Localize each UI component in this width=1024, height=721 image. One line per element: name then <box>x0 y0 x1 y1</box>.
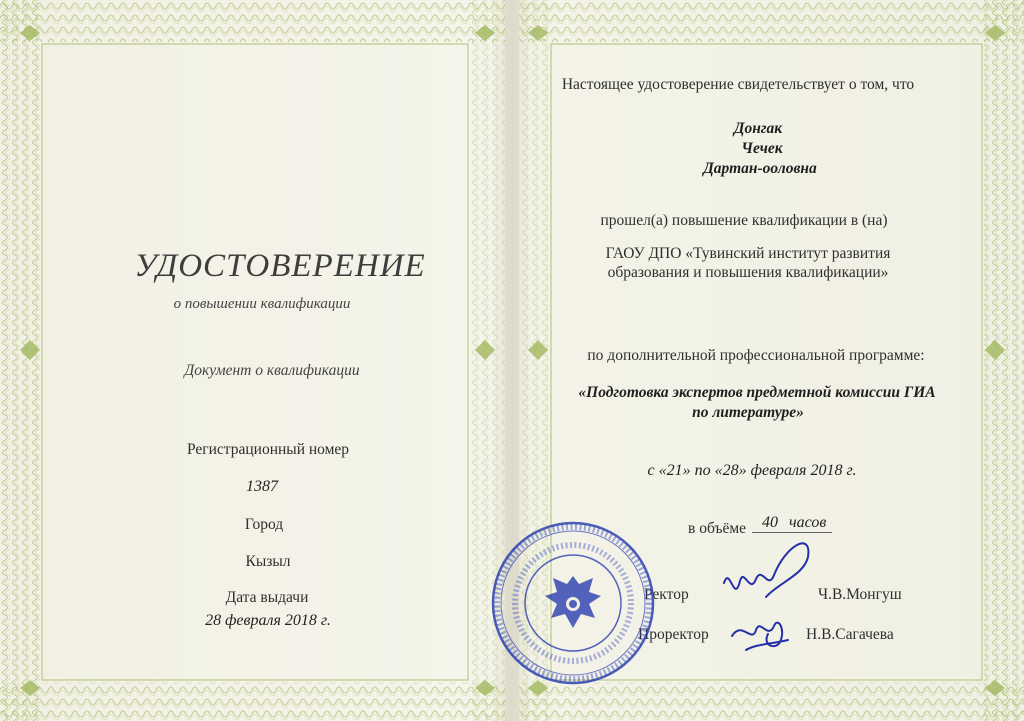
prorector-signature <box>722 600 802 660</box>
issue-date-label: Дата выдачи <box>225 589 309 606</box>
volume-value: 40 <box>762 514 778 531</box>
holder-patronymic: Дартан-ооловна <box>703 160 817 177</box>
institution-line2: образования и повышения квалификации» <box>607 264 889 281</box>
institution-line1: ГАОУ ДПО «Тувинский институт развития <box>605 245 891 262</box>
program-label: по дополнительной профессиональной программе: <box>587 347 925 364</box>
certificate-title: УДОСТОВЕРЕНИЕ <box>134 248 426 284</box>
prorector-name: Н.В.Сагачева <box>806 626 894 643</box>
certificate-subtitle: о повышении квалификации <box>173 296 351 312</box>
rector-name: Ч.В.Монгуш <box>818 586 902 603</box>
volume-label: в объёме <box>688 520 747 537</box>
program-line2: по литературе» <box>692 404 804 421</box>
document-type: Документ о квалификации <box>184 362 360 379</box>
volume-unit: часов <box>789 514 827 531</box>
study-period: с «21» по «28» февраля 2018 г. <box>647 462 857 479</box>
issue-date-value: 28 февраля 2018 г. <box>205 612 331 629</box>
prorector-label: Проректор <box>638 626 709 643</box>
holder-name: Чечек <box>741 140 783 157</box>
intro-text: Настоящее удостоверение свидетельствует о том, что <box>561 76 915 93</box>
holder-surname: Донгак <box>733 120 783 137</box>
coat-of-arms-icon <box>545 576 601 628</box>
program-line1: «Подготовка экспертов предметной комиссии ГИА <box>578 384 936 401</box>
rector-label: Ректор <box>644 586 689 603</box>
city-value: Кызыл <box>245 553 291 570</box>
reg-number-value: 1387 <box>246 478 278 495</box>
official-seal-stamp <box>488 518 658 688</box>
volume-underline <box>752 532 832 533</box>
completed-text: прошел(а) повышение квалификации в (на) <box>600 212 888 229</box>
city-label: Город <box>244 516 284 533</box>
reg-number-label: Регистрационный номер <box>186 441 350 458</box>
